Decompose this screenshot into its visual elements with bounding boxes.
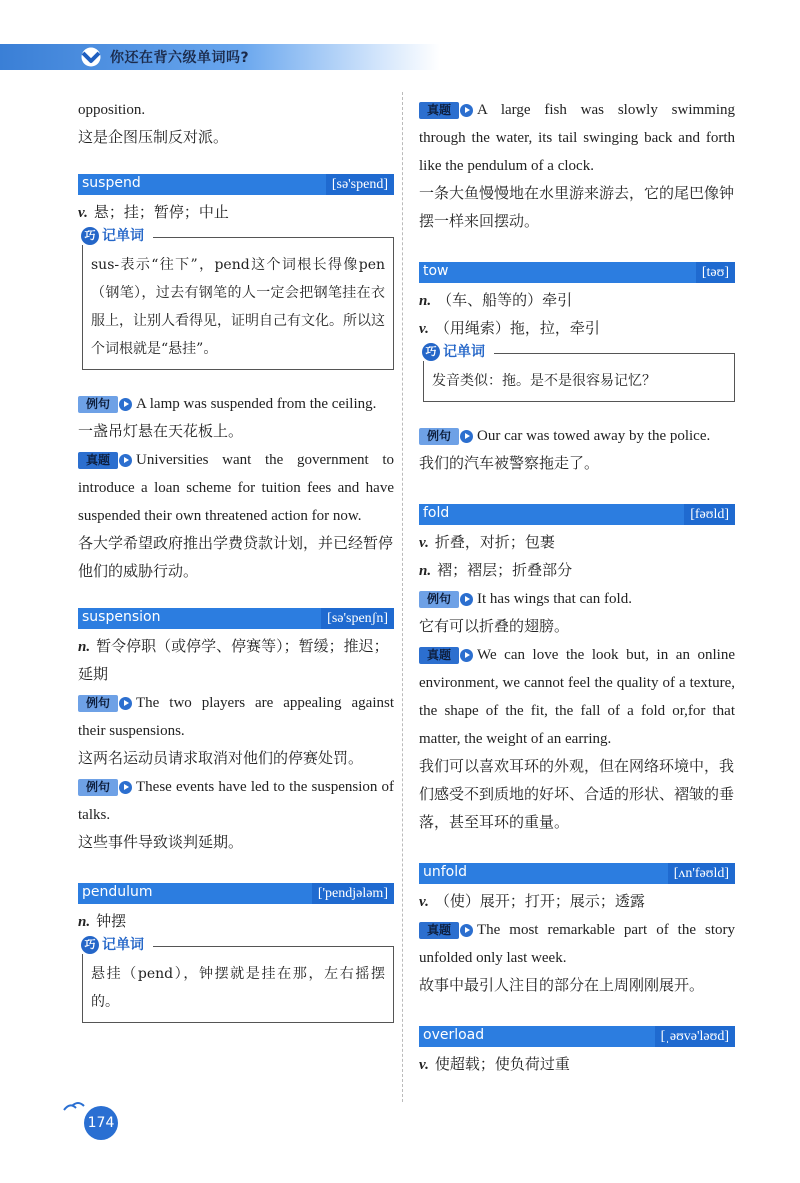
headword: suspension (82, 609, 161, 625)
column-divider (402, 92, 403, 1102)
arrow-icon (119, 697, 132, 710)
word-bar-suspension (78, 608, 394, 629)
phonetic: [sə'spenʃn] (321, 608, 394, 629)
headword: fold (423, 505, 450, 521)
memory-heading: 巧 记单词 (422, 341, 489, 361)
example-translation: 我们的汽车被警察拖走了。 (419, 456, 600, 472)
headword: suspend (82, 175, 141, 191)
definition-text: 折叠，对折；包裹 (434, 535, 555, 551)
phonetic: [fəʊld] (684, 504, 735, 525)
arrow-icon (460, 649, 473, 662)
example-badge: 例句 (78, 778, 130, 797)
exam-badge: 真题 (78, 451, 130, 470)
phonetic: [ʌn'fəʊld] (668, 863, 735, 884)
memory-heading: 巧 记单词 (81, 934, 148, 954)
word-bar-unfold (419, 863, 735, 884)
continued-translation: 这是企图压制反对派。 (78, 130, 229, 146)
exam-sentence: 真题 We can love the look but, in an online environment, we cannot feel the quality of a texture, the shape of the fit, the fall of a fold or,for that matter, the weight of an earring. (419, 647, 735, 747)
headword: unfold (423, 864, 468, 880)
exam-badge: 真题 (419, 646, 471, 665)
right-column (419, 96, 735, 1079)
definition-text: 悬；挂；暂停；中止 (93, 205, 229, 221)
memory-box (423, 344, 735, 402)
arrow-icon (460, 924, 473, 937)
definition-text: 褶；褶层；折叠部分 (437, 563, 573, 579)
example-sentence: 例句 It has wings that can fold. (419, 585, 735, 613)
headword: overload (423, 1027, 485, 1043)
arrow-icon (460, 104, 473, 117)
pos-label: v. (419, 1057, 429, 1073)
example-translation: 这两名运动员请求取消对他们的停赛处罚。 (78, 751, 364, 767)
definition (419, 1051, 735, 1079)
example-badge: 例句 (78, 395, 130, 414)
memory-text: sus-表示“往下”，pend这个词根长得像pen（钢笔），过去有钢笔的人一定会把钢笔挂在衣服上，让别人看得见，证明自己有文化。所以这个词根就是“悬挂”。 (91, 257, 385, 357)
memory-text: 悬挂（pend），钟摆就是挂在那，左右摇摆的。 (91, 966, 385, 1010)
exam-badge: 真题 (419, 101, 471, 120)
arrow-icon (119, 398, 132, 411)
arrow-icon (460, 593, 473, 606)
pos-label: v. (419, 535, 429, 551)
definition-text: 暂令停职（或停学、停赛等）；暂缓；推迟；延期 (78, 639, 389, 683)
definition (419, 557, 735, 585)
example-sentence: 例句 A lamp was suspended from the ceiling. (78, 390, 394, 418)
word-bar-pendulum (78, 883, 394, 904)
definition-text: （车、船等的）牵引 (437, 293, 573, 309)
exam-translation: 故事中最引人注目的部分在上周刚刚展开。 (419, 978, 705, 994)
left-column (78, 96, 394, 1029)
example-badge: 例句 (419, 427, 471, 446)
exam-sentence: 真题 A large fish was slowly swimming through the water, its tail swinging back and forth like the pendulum of a clock. (419, 102, 735, 174)
header-banner (0, 44, 440, 70)
memory-icon: 巧 (81, 936, 99, 954)
page-number: 174 (84, 1106, 118, 1140)
chevron-down-icon (78, 47, 104, 67)
pos-label: n. (419, 563, 432, 579)
exam-badge: 真题 (419, 921, 471, 940)
arrow-icon (119, 454, 132, 467)
example-translation: 这些事件导致谈判延期。 (78, 835, 244, 851)
exam-translation: 我们可以喜欢耳环的外观，但在网络环境中，我们感受不到质地的好坏、合适的形状、褶皱的垂落，甚至耳环的重量。 (419, 759, 735, 831)
arrow-icon (119, 781, 132, 794)
definition-text: 钟摆 (96, 914, 127, 930)
pos-label: n. (78, 914, 91, 930)
example-sentence: 例句 These events have led to the suspension of talks. (78, 779, 394, 823)
headword: tow (423, 263, 449, 279)
memory-box (82, 937, 394, 1023)
word-bar-tow (419, 262, 735, 283)
definition-text: （用绳索）拖，拉，牵引 (434, 321, 600, 337)
word-bar-suspend (78, 174, 394, 195)
continued-text: opposition. (78, 102, 146, 118)
example-badge: 例句 (78, 694, 130, 713)
definition (419, 315, 735, 343)
example-translation: 它有可以折叠的翅膀。 (419, 619, 570, 635)
pos-label: n. (419, 293, 432, 309)
definition (419, 888, 735, 916)
definition-text: （使）展开；打开；展示；透露 (434, 894, 645, 910)
definition (78, 199, 394, 227)
memory-heading: 巧 记单词 (81, 225, 148, 245)
example-badge: 例句 (419, 590, 471, 609)
example-translation: 一盏吊灯悬在天花板上。 (78, 424, 244, 440)
definition (419, 287, 735, 315)
phonetic: ['pendjələm] (312, 883, 394, 904)
arrow-icon (460, 430, 473, 443)
pos-label: v. (419, 894, 429, 910)
definition (78, 633, 394, 689)
definition (78, 908, 394, 936)
memory-text: 发音类似：拖。是不是很容易记忆？ (432, 373, 656, 389)
pos-label: n. (78, 639, 91, 655)
exam-translation: 一条大鱼慢慢地在水里游来游去，它的尾巴像钟摆一样来回摆动。 (419, 186, 735, 230)
phonetic: [sə'spend] (326, 174, 394, 195)
header-title: 你还在背六级单词吗? (110, 50, 250, 66)
memory-icon: 巧 (81, 227, 99, 245)
word-bar-fold (419, 504, 735, 525)
memory-icon: 巧 (422, 343, 440, 361)
word-bar-overload (419, 1026, 735, 1047)
memory-box (82, 228, 394, 370)
exam-sentence: 真题 Universities want the government to introduce a loan scheme for tuition fees and have suspended their own threatened action for now. (78, 452, 394, 524)
definition-text: 使超载；使负荷过重 (434, 1057, 570, 1073)
pos-label: v. (419, 321, 429, 337)
example-sentence: 例句 The two players are appealing against their suspensions. (78, 695, 394, 739)
definition (419, 529, 735, 557)
example-sentence: 例句 Our car was towed away by the police. (419, 422, 735, 450)
pos-label: v. (78, 205, 88, 221)
exam-translation: 各大学希望政府推出学费贷款计划，并已经暂停他们的威胁行动。 (78, 536, 394, 580)
phonetic: [təʊ] (696, 262, 735, 283)
headword: pendulum (82, 884, 153, 900)
phonetic: [ˌəʊvə'ləʊd] (655, 1026, 735, 1047)
exam-sentence: 真题 The most remarkable part of the story unfolded only last week. (419, 922, 735, 966)
